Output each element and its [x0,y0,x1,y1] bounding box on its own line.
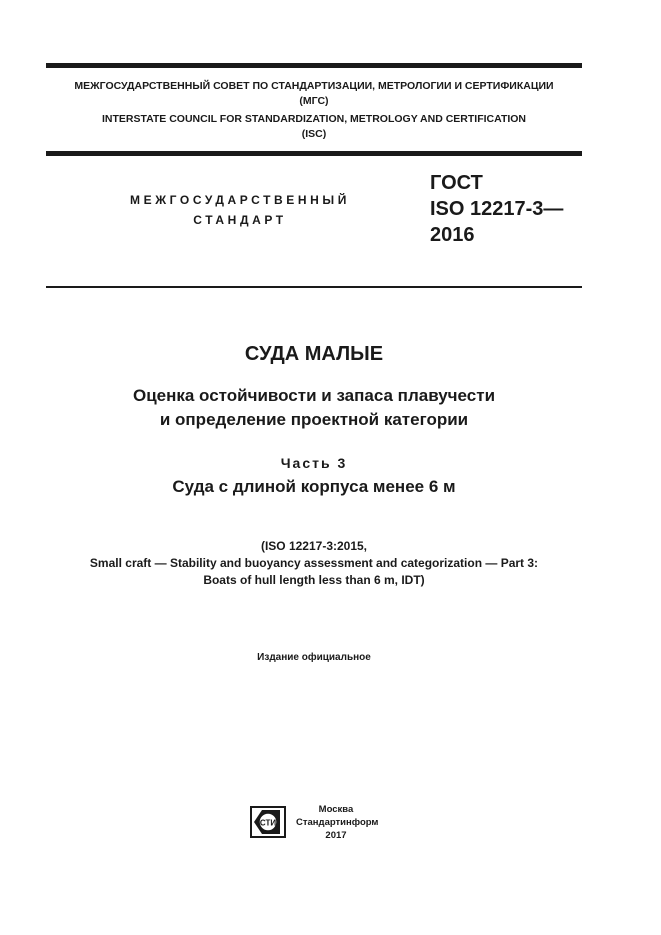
edition-label: Издание официальное [257,652,371,663]
standard-designation [430,170,600,248]
council-bottom-rule [46,151,582,156]
part-number: Часть 3 [280,455,348,471]
publisher-name: Стандартинформ [296,817,379,828]
designation-line1: ГОСТ [430,172,483,194]
designation-line2: ISO 12217-3— [430,198,564,220]
designation-line3: 2016 [430,224,475,246]
international-ref-line1: (ISO 12217-3:2015, [260,539,368,553]
council-ru-name: МЕЖГОСУДАРСТВЕННЫЙ СОВЕТ ПО СТАНДАРТИЗАЦИИ, МЕТРОЛОГИИ И СЕРТИФИКАЦИИ [74,80,554,92]
header-bottom-rule [46,286,582,288]
document-subtitle-line2: и определение проектной категории [159,410,469,429]
part-title: Суда с длиной корпуса менее 6 м [172,477,456,496]
publisher-city: Москва [318,804,354,815]
logo-text: СТИ [259,818,277,828]
standard-type-line1: МЕЖГОСУДАРСТВЕННЫЙ [130,193,350,207]
standartinform-logo-icon [250,806,286,838]
council-ru-abbr: (МГС) [299,95,329,107]
publisher-block [296,803,379,842]
international-ref-line2: Small craft — Stability and buoyancy assessment and categorization — Part 3: [89,556,539,570]
council-en-abbr: (ISC) [301,128,327,140]
standard-type-line2: СТАНДАРТ [193,213,287,227]
document-subtitle-line1: Оценка остойчивости и запаса плавучести [132,386,496,405]
document-title: СУДА МАЛЫЕ [244,343,384,365]
council-en-name: INTERSTATE COUNCIL FOR STANDARDIZATION, METROLOGY AND CERTIFICATION [101,113,527,125]
publisher-year: 2017 [325,830,347,841]
top-rule [46,63,582,68]
international-ref-line3: Boats of hull length less than 6 m, IDT) [203,573,425,587]
